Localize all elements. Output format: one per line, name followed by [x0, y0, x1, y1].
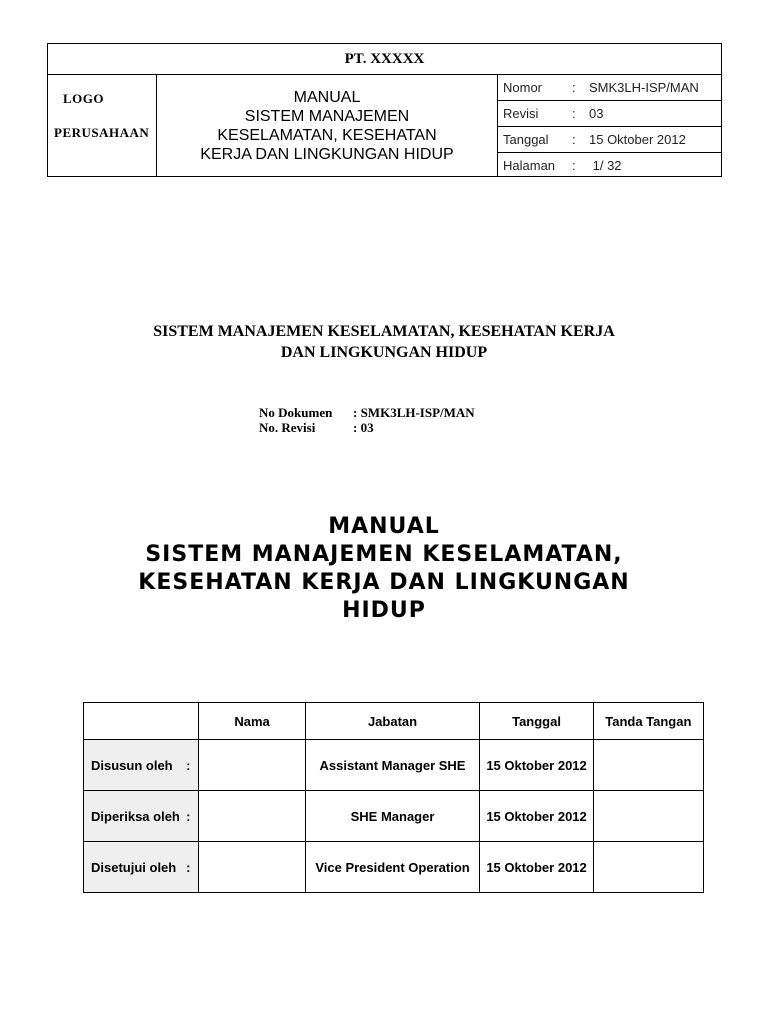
meta-row-halaman [498, 153, 722, 179]
meta-separator: : [568, 127, 584, 153]
meta-row-revisi [498, 101, 722, 127]
document-heading-line: SISTEM MANAJEMEN KESELAMATAN, KESEHATAN KERJA [153, 323, 615, 340]
meta-value: 03 [584, 101, 722, 127]
header-title-line: SISTEM MANAJEMEN [244, 108, 410, 125]
role-label: Disetujui oleh [91, 859, 177, 875]
logo-company-text: PERUSAHAAN [54, 125, 150, 140]
document-heading [60, 321, 708, 363]
main-title-line: KESEHATAN KERJA DAN LINGKUNGAN [138, 570, 630, 595]
document-number-row [259, 405, 475, 420]
meta-label: Tanggal [498, 127, 568, 153]
meta-separator: : [568, 75, 584, 101]
meta-row-tanggal [498, 127, 722, 153]
company-name: PT. XXXXX [48, 44, 721, 75]
meta-label: Revisi [498, 101, 568, 127]
revision-number-row [259, 420, 475, 435]
meta-separator: : [568, 101, 584, 127]
meta-label: Nomor [498, 75, 568, 101]
table-row [84, 842, 704, 893]
main-title-line: MANUAL [328, 514, 440, 539]
role-colon: : [186, 859, 191, 875]
meta-separator: : [572, 158, 576, 173]
document-number-label: No Dokumen [259, 405, 333, 420]
signature-cell [593, 791, 703, 842]
header-meta-table [498, 75, 722, 177]
nama-cell [199, 791, 305, 842]
role-label: Disusun oleh [91, 757, 173, 773]
signature-cell [593, 740, 703, 791]
nama-cell [199, 842, 305, 893]
main-title-line: SISTEM MANAJEMEN KESELAMATAN, [145, 542, 623, 567]
main-title [84, 513, 684, 625]
jabatan-cell: Vice President Operation [305, 842, 480, 893]
role-cell [84, 740, 199, 791]
header-title-line: KESELAMATAN, KESEHATAN [217, 127, 437, 144]
main-title-line: HIDUP [342, 598, 426, 623]
header-cell-nama: Nama [199, 703, 305, 740]
signature-cell [593, 842, 703, 893]
jabatan-cell: SHE Manager [305, 791, 480, 842]
document-header [47, 43, 722, 177]
approval-table [83, 702, 704, 893]
table-row [84, 791, 704, 842]
tanggal-cell: 15 Oktober 2012 [480, 740, 593, 791]
tanggal-cell: 15 Oktober 2012 [480, 842, 593, 893]
header-cell-tanda-tangan: Tanda Tangan [593, 703, 703, 740]
role-cell [84, 791, 199, 842]
revision-number-label: No. Revisi [259, 420, 316, 435]
document-info [259, 405, 475, 435]
table-row [84, 740, 704, 791]
header-title-line: MANUAL [293, 89, 361, 106]
header-title-line: KERJA DAN LINGKUNGAN HIDUP [200, 146, 454, 163]
document-number-value: : SMK3LH-ISP/MAN [353, 405, 475, 420]
header-title [157, 75, 498, 177]
logo-text: LOGO [63, 91, 105, 106]
meta-value: 15 Oktober 2012 [584, 127, 722, 153]
role-cell [84, 842, 199, 893]
header-cell-role [84, 703, 199, 740]
meta-label: Halaman [503, 158, 556, 173]
role-colon: : [186, 757, 191, 773]
role-label: Diperiksa oleh [91, 808, 180, 824]
meta-row-nomor [498, 75, 722, 101]
company-logo-placeholder [48, 75, 157, 177]
header-cell-jabatan: Jabatan [305, 703, 480, 740]
header-cell-tanggal: Tanggal [480, 703, 593, 740]
role-colon: : [186, 808, 191, 824]
document-heading-line: DAN LINGKUNGAN HIDUP [280, 344, 488, 361]
meta-value: SMK3LH-ISP/MAN [584, 75, 722, 101]
approval-header-row [84, 703, 704, 740]
tanggal-cell: 15 Oktober 2012 [480, 791, 593, 842]
revision-number-value: : 03 [353, 420, 374, 435]
jabatan-cell: Assistant Manager SHE [305, 740, 480, 791]
meta-value: 1/ 32 [589, 158, 622, 173]
nama-cell [199, 740, 305, 791]
